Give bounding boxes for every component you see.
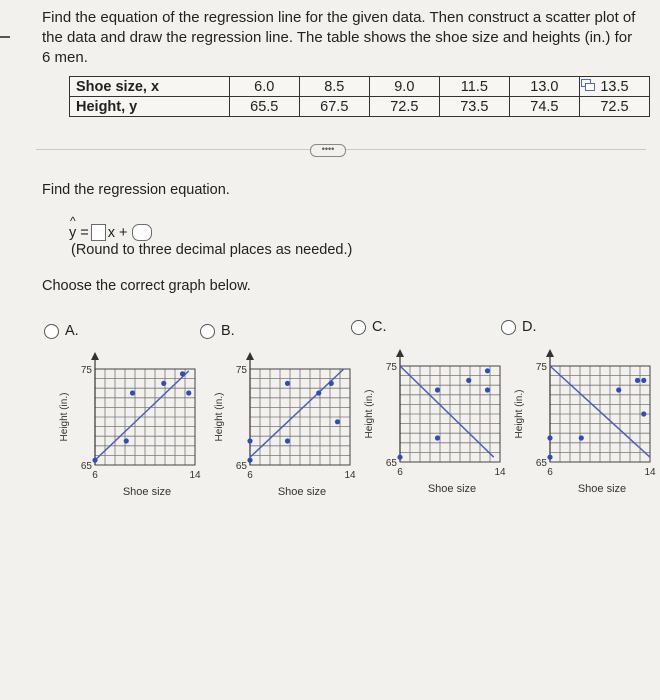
y-tick-label: 65 [385,458,397,469]
data-point [329,381,334,386]
y-axis-arrow [246,352,254,360]
x-tick-label: 6 [397,467,403,478]
left-margin-dash [0,36,10,38]
option-d-label: D. [522,319,537,335]
data-point [466,378,471,383]
option-c[interactable] [351,319,387,335]
x-axis-label: Shoe size [122,486,172,498]
y-tick-label: 75 [80,365,92,376]
copy-table-icon[interactable] [581,78,595,90]
table-cell: 6.0 [229,77,299,97]
graph-b-svg [210,345,360,505]
table-row-label: Shoe size, x [70,77,230,97]
equation-lhs: ^ y = [69,225,89,241]
table-cell: 67.5 [299,97,369,117]
data-point [92,458,97,463]
x-tick-label: 6 [247,470,253,481]
graph-prompt: Choose the correct graph below. [42,278,251,294]
x-axis-label: Shoe size [277,486,327,498]
regression-prompt: Find the regression equation. [42,182,230,198]
table-cell: 72.5 [369,97,439,117]
x-axis-label: Shoe size [577,483,627,495]
option-d[interactable] [501,319,537,335]
data-point [397,455,402,460]
x-tick-label: 14 [644,467,656,478]
y-tick-label: 75 [535,362,547,373]
table-cell: 13.5 [579,77,649,97]
table-cell: 74.5 [509,97,579,117]
data-point [316,390,321,395]
data-point [435,435,440,440]
option-b-label: B. [221,323,235,339]
data-point [285,381,290,386]
data-point [285,438,290,443]
data-point [485,387,490,392]
option-b-radio[interactable] [200,324,215,339]
table-cell: 9.0 [369,77,439,97]
y-axis-arrow [396,349,404,357]
data-table [69,76,650,117]
intercept-input[interactable] [132,224,152,241]
option-c-radio[interactable] [351,320,366,335]
question-text: Find the equation of the regression line for the given data. Then construct a scatter plot of the data and draw the regression line. The table shows the shoe size and heights (in.) for 6 men. [42,9,636,66]
data-point [435,387,440,392]
table-cell: 11.5 [439,77,509,97]
option-c-label: C. [372,319,387,335]
data-point [485,368,490,373]
graph-c[interactable] [360,342,510,502]
y-axis-label: Height (in.) [214,392,225,442]
y-axis-label: Height (in.) [59,392,70,442]
y-tick-label: 65 [80,461,92,472]
data-point [180,371,185,376]
y-axis-label: Height (in.) [364,389,375,439]
table-row [70,77,650,97]
equation-row [69,224,152,241]
data-point [547,435,552,440]
y-tick-label: 65 [235,461,247,472]
x-axis-label: Shoe size [427,483,477,495]
data-point [641,411,646,416]
data-point [641,378,646,383]
option-a-label: A. [65,323,79,339]
option-a-radio[interactable] [44,324,59,339]
y-axis-arrow [91,352,99,360]
more-button[interactable]: •••• [310,144,346,157]
y-axis-label: Height (in.) [514,389,525,439]
table-cell: 73.5 [439,97,509,117]
data-point [547,455,552,460]
y-tick-label: 75 [385,362,397,373]
data-point [247,438,252,443]
table-row-label: Height, y [70,97,230,117]
y-tick-label: 75 [235,365,247,376]
data-point [616,387,621,392]
graph-d[interactable] [510,342,660,502]
option-d-radio[interactable] [501,320,516,335]
x-tick-label: 14 [494,467,506,478]
data-point [186,390,191,395]
y-tick-label: 65 [535,458,547,469]
table-cell: 13.0 [509,77,579,97]
table-cell: 72.5 [579,97,649,117]
graph-a[interactable] [55,345,205,505]
rounding-note: (Round to three decimal places as needed.) [71,242,353,258]
graph-d-svg [510,342,660,502]
table-cell: 8.5 [299,77,369,97]
x-tick-label: 6 [92,470,98,481]
option-a[interactable] [44,323,79,339]
option-b[interactable] [200,323,235,339]
data-point [130,390,135,395]
data-point [124,438,129,443]
graph-a-svg [55,345,205,505]
x-tick-label: 14 [189,470,201,481]
graph-b[interactable] [210,345,360,505]
table-cell: 65.5 [229,97,299,117]
data-point [247,458,252,463]
table-row [70,97,650,117]
equation-x-term: x + [107,224,128,241]
x-tick-label: 14 [344,470,356,481]
y-axis-arrow [546,349,554,357]
graph-c-svg [360,342,510,502]
x-tick-label: 6 [547,467,553,478]
data-point [335,419,340,424]
data-point [161,381,166,386]
data-point [635,378,640,383]
data-point [579,435,584,440]
slope-input[interactable] [91,224,106,241]
